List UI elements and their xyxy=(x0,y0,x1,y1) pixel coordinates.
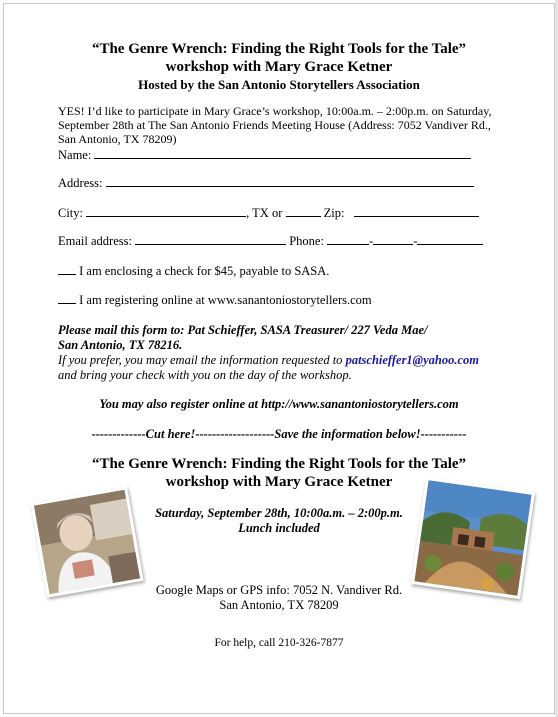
city-row xyxy=(58,205,479,221)
phone-area-field[interactable] xyxy=(327,233,369,245)
venue-photo xyxy=(411,477,535,599)
phone-separator-1: - xyxy=(369,234,374,248)
email-option-line xyxy=(58,353,518,368)
maps-info: Google Maps or GPS info: 7052 N. Vandiver Rd. xyxy=(155,583,403,597)
treasurer-email-link[interactable]: patschieffer1@yahoo.com xyxy=(345,353,479,367)
email-field[interactable] xyxy=(135,233,286,245)
workshop-title: “The Genre Wrench: Finding the Right Tools for the Tale” xyxy=(91,41,467,57)
state-field[interactable] xyxy=(286,205,321,217)
online-option-row xyxy=(58,292,372,308)
city-field[interactable] xyxy=(86,205,246,217)
email-row xyxy=(58,233,483,249)
name-field[interactable] xyxy=(94,147,471,159)
name-label: Name: xyxy=(58,148,92,162)
zip-field[interactable] xyxy=(354,205,479,217)
address-row xyxy=(58,175,474,191)
tx-or-label: , TX or xyxy=(246,206,283,220)
mail-instructions xyxy=(58,323,518,383)
name-row xyxy=(58,147,471,163)
workshop-subtitle: workshop with Mary Grace Ketner xyxy=(165,59,393,75)
phone-label: Phone: xyxy=(289,234,324,248)
online-option-label: I am registering online at www.sanantoniostorytellers.com xyxy=(79,293,372,307)
address-field[interactable] xyxy=(106,175,474,187)
address-label: Address: xyxy=(58,176,103,190)
online-option-blank[interactable] xyxy=(58,292,76,304)
help-line: For help, call 210-326-7877 xyxy=(214,637,344,649)
phone-prefix-field[interactable] xyxy=(373,233,413,245)
email-label: Email address: xyxy=(58,234,132,248)
check-option-row xyxy=(58,263,329,279)
check-option-blank[interactable] xyxy=(58,263,76,275)
check-option-label: I am enclosing a check for $45, payable to SASA. xyxy=(79,264,330,278)
mail-address-line2: San Antonio, TX 78216. xyxy=(58,338,183,352)
zip-label: Zip: xyxy=(323,206,345,220)
city-label: City: xyxy=(58,206,84,220)
bottom-workshop-title: “The Genre Wrench: Finding the Right Tools for the Tale” xyxy=(91,456,467,472)
maps-city: San Antonio, TX 78209 xyxy=(219,598,339,612)
hosted-by: Hosted by the San Antonio Storytellers Association xyxy=(138,77,420,92)
bottom-workshop-subtitle: workshop with Mary Grace Ketner xyxy=(165,474,393,490)
intro-text: YES! I’d like to participate in Mary Grace’s workshop, 10:00a.m. – 2:00p.m. on Saturday, September 28th at The San Antonio Friends Meeting House (Address: 7052 Vandiver Rd., San Antonio, TX 78209) xyxy=(58,104,492,146)
cut-line: -------------Cut here!-------------------Save the information below!----------- xyxy=(91,427,467,441)
mail-address-line1: Please mail this form to: Pat Schieffer, SASA Treasurer/ 227 Veda Mae/ xyxy=(58,323,428,337)
phone-number-field[interactable] xyxy=(417,233,483,245)
phone-separator-2: - xyxy=(413,234,418,248)
prefer-text: If you prefer, you may email the information requested to xyxy=(58,353,343,367)
event-date: Saturday, September 28th, 10:00a.m. – 2:00p.m. xyxy=(155,506,403,520)
bring-check-line: and bring your check with you on the day of the workshop. xyxy=(58,368,352,382)
lunch-note: Lunch included xyxy=(238,521,320,535)
presenter-photo xyxy=(30,486,143,598)
register-online-text: You may also register online at http://www.sanantoniostorytellers.com xyxy=(99,397,459,411)
